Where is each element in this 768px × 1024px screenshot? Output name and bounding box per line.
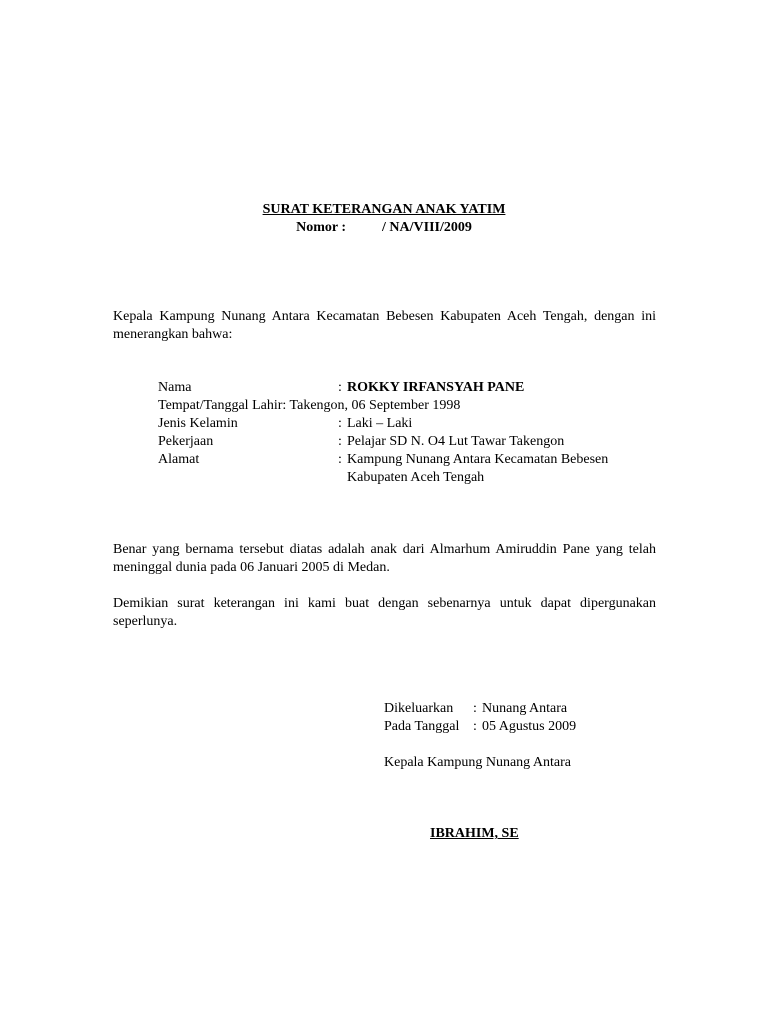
field-value-alamat-line1: Kampung Nunang Antara Kecamatan Bebesen [347,452,609,467]
field-value-jenis-kelamin: Laki – Laki [347,416,413,431]
field-label-nama: Nama [158,380,192,395]
statement-paragraph: Benar yang bernama tersebut diatas adalah anak dari Almarhum Amiruddin Pane yang telah meninggal dunia pada 06 Januari 2005 di Medan. [113,542,656,575]
field-row-jenis-kelamin [158,415,678,433]
field-colon: : [338,380,342,395]
field-value-pekerjaan: Pelajar SD N. O4 Lut Tawar Takengon [347,434,565,449]
document-number-label: Nomor : [296,220,347,235]
issued-place-label: Dikeluarkan [384,701,454,716]
signatory-name: IBRAHIM, SE [430,826,519,841]
issued-place-row [384,700,684,718]
field-colon: : [282,398,287,413]
field-row-pekerjaan [158,433,678,451]
field-colon: : [338,416,342,431]
issued-colon: : [473,701,477,716]
field-row-nama [158,379,678,397]
field-value-nama: ROKKY IRFANSYAH PANE [347,380,525,395]
signatory-title: Kepala Kampung Nunang Antara [384,755,571,770]
field-value-ttl: Takengon, 06 September 1998 [289,398,461,413]
document-title: SURAT KETERANGAN ANAK YATIM [262,202,506,217]
document-number [0,219,768,237]
issued-date-row [384,718,684,736]
issued-place-value: Nunang Antara [482,701,568,716]
issued-date-label: Pada Tanggal [384,719,460,734]
closing-paragraph: Demikian surat keterangan ini kami buat dengan sebenarnya untuk dapat dipergunakan seperlunya. [113,596,656,629]
intro-paragraph: Kepala Kampung Nunang Antara Kecamatan Bebesen Kabupaten Aceh Tengah, dengan ini menerangkan bahwa: [113,309,656,342]
field-row-alamat-cont [158,469,678,487]
field-label-ttl-text: Tempat/Tanggal Lahir [158,398,283,413]
field-label-pekerjaan: Pekerjaan [158,434,214,449]
field-label-ttl [158,397,460,415]
field-label-alamat: Alamat [158,452,200,467]
field-value-alamat-line2: Kabupaten Aceh Tengah [347,470,485,485]
field-row-alamat [158,451,678,469]
field-row-ttl [158,397,678,415]
field-colon: : [338,452,342,467]
issued-colon: : [473,719,477,734]
field-colon: : [338,434,342,449]
field-label-jenis-kelamin: Jenis Kelamin [158,416,238,431]
issued-date-value: 05 Agustus 2009 [482,719,577,734]
document-number-value: / NA/VIII/2009 [382,220,472,235]
